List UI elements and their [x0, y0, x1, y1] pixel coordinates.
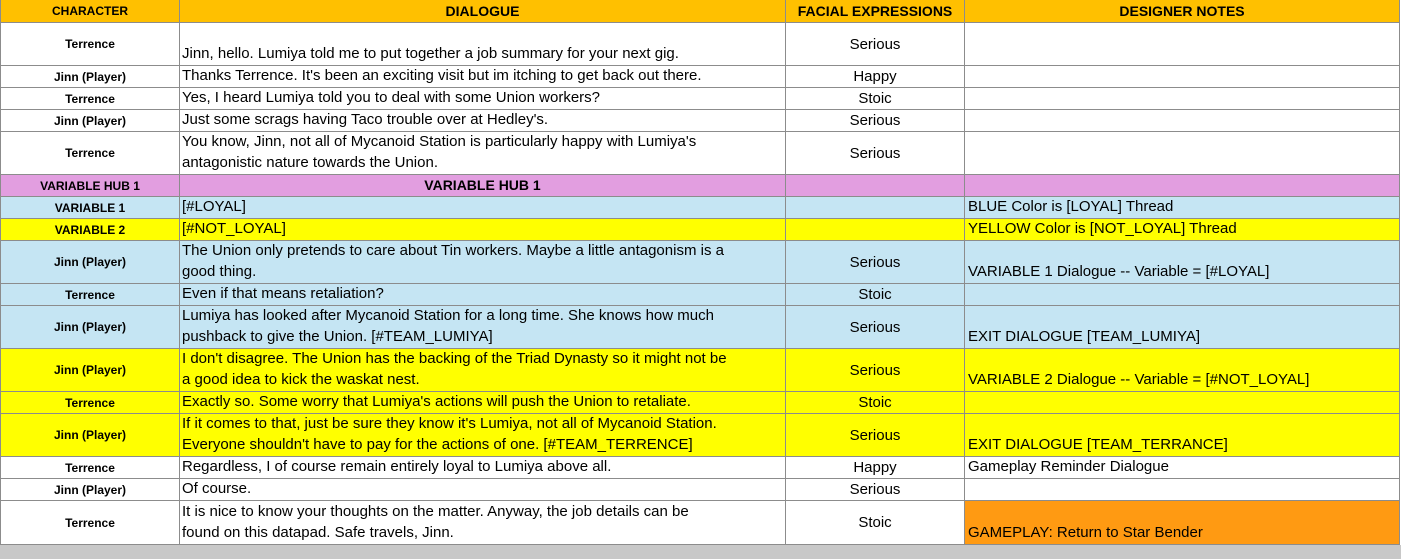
- dialogue-line: a good idea to kick the waskat nest.: [182, 371, 420, 388]
- header-facial-expressions[interactable]: FACIAL EXPRESSIONS: [786, 0, 965, 23]
- header-character[interactable]: CHARACTER: [0, 0, 180, 23]
- table-row: [0, 132, 1401, 175]
- designer-notes-cell[interactable]: [965, 457, 1400, 479]
- table-row: [0, 479, 1401, 501]
- dialogue-cell[interactable]: [180, 392, 786, 414]
- expression-cell[interactable]: Serious: [786, 110, 965, 132]
- expression-cell[interactable]: Stoic: [786, 88, 965, 110]
- dialogue-cell[interactable]: [180, 284, 786, 306]
- expression-cell[interactable]: Serious: [786, 241, 965, 284]
- designer-note-text: YELLOW Color is [NOT_LOYAL] Thread: [968, 220, 1237, 237]
- character-cell[interactable]: VARIABLE 1: [0, 197, 180, 219]
- dialogue-line: pushback to give the Union. [#TEAM_LUMIYA]: [182, 328, 493, 345]
- expression-cell[interactable]: Happy: [786, 457, 965, 479]
- designer-note-text: VARIABLE 2 Dialogue -- Variable = [#NOT_LOYAL]: [968, 371, 1310, 388]
- table-row: [0, 392, 1401, 414]
- designer-note-text: BLUE Color is [LOYAL] Thread: [968, 198, 1174, 215]
- dialogue-cell[interactable]: [180, 110, 786, 132]
- expression-cell[interactable]: [786, 197, 965, 219]
- designer-note-text: GAMEPLAY: Return to Star Bender: [968, 524, 1203, 541]
- dialogue-line: It is nice to know your thoughts on the matter. Anyway, the job details can be: [182, 503, 689, 520]
- dialogue-cell[interactable]: [180, 479, 786, 501]
- dialogue-cell[interactable]: [180, 132, 786, 175]
- character-cell[interactable]: Jinn (Player): [0, 66, 180, 88]
- character-cell[interactable]: Jinn (Player): [0, 414, 180, 457]
- designer-notes-cell[interactable]: [965, 306, 1400, 349]
- designer-notes-cell[interactable]: [965, 110, 1400, 132]
- dialogue-cell[interactable]: [180, 501, 786, 545]
- character-cell[interactable]: Terrence: [0, 392, 180, 414]
- table-row: [0, 219, 1401, 241]
- character-cell[interactable]: Jinn (Player): [0, 479, 180, 501]
- dialogue-line: Of course.: [182, 480, 252, 497]
- dialogue-cell[interactable]: [180, 197, 786, 219]
- dialogue-line: Even if that means retaliation?: [182, 285, 384, 302]
- character-cell[interactable]: Terrence: [0, 88, 180, 110]
- dialogue-line: good thing.: [182, 263, 257, 280]
- dialogue-line: Just some scrags having Taco trouble over at Hedley's.: [182, 111, 549, 128]
- dialogue-line: You know, Jinn, not all of Mycanoid Station is particularly happy with Lumiya's: [182, 133, 697, 150]
- designer-notes-cell[interactable]: [965, 23, 1400, 66]
- expression-cell[interactable]: Serious: [786, 414, 965, 457]
- dialogue-line: Yes, I heard Lumiya told you to deal with some Union workers?: [182, 89, 601, 106]
- character-cell[interactable]: Jinn (Player): [0, 306, 180, 349]
- dialogue-line: [#LOYAL]: [182, 198, 246, 215]
- table-row: [0, 88, 1401, 110]
- dialogue-line: antagonistic nature towards the Union.: [182, 154, 438, 171]
- dialogue-cell[interactable]: [180, 306, 786, 349]
- header-row: [0, 0, 1401, 23]
- designer-notes-cell[interactable]: [965, 479, 1400, 501]
- character-cell[interactable]: Terrence: [0, 23, 180, 66]
- designer-note-text: EXIT DIALOGUE [TEAM_TERRANCE]: [968, 436, 1228, 453]
- expression-cell[interactable]: Serious: [786, 479, 965, 501]
- dialogue-line: Jinn, hello. Lumiya told me to put together a job summary for your next gig.: [182, 45, 679, 62]
- designer-notes-cell[interactable]: [965, 66, 1400, 88]
- designer-notes-cell[interactable]: [965, 414, 1400, 457]
- table-row: [0, 457, 1401, 479]
- dialogue-cell[interactable]: [180, 23, 786, 66]
- character-cell[interactable]: VARIABLE HUB 1: [0, 175, 180, 197]
- table-row: [0, 414, 1401, 457]
- expression-cell[interactable]: [786, 175, 965, 197]
- variable-hub-row: [0, 175, 1401, 197]
- dialogue-line: VARIABLE HUB 1: [424, 177, 541, 193]
- designer-notes-cell[interactable]: [965, 349, 1400, 392]
- table-row: [0, 284, 1401, 306]
- designer-note-text: VARIABLE 1 Dialogue -- Variable = [#LOYAL]: [968, 263, 1270, 280]
- dialogue-line: Everyone shouldn't have to pay for the actions of one. [#TEAM_TERRENCE]: [182, 436, 693, 453]
- character-cell[interactable]: Jinn (Player): [0, 349, 180, 392]
- designer-notes-cell[interactable]: [965, 175, 1400, 197]
- dialogue-line: The Union only pretends to care about Tin workers. Maybe a little antagonism is a: [182, 242, 724, 259]
- expression-cell[interactable]: Stoic: [786, 284, 965, 306]
- dialogue-line: Exactly so. Some worry that Lumiya's actions will push the Union to retaliate.: [182, 393, 691, 410]
- character-cell[interactable]: Terrence: [0, 132, 180, 175]
- expression-cell[interactable]: [786, 219, 965, 241]
- dialogue-cell[interactable]: [180, 349, 786, 392]
- dialogue-line: If it comes to that, just be sure they know it's Lumiya, not all of Mycanoid Station.: [182, 415, 717, 432]
- header-dialogue[interactable]: DIALOGUE: [180, 0, 786, 23]
- character-cell[interactable]: Terrence: [0, 457, 180, 479]
- table-row: [0, 110, 1401, 132]
- expression-cell[interactable]: Serious: [786, 23, 965, 66]
- sheet-bottom-scrollbar[interactable]: [0, 545, 1401, 559]
- designer-notes-cell[interactable]: [965, 88, 1400, 110]
- character-cell[interactable]: Jinn (Player): [0, 110, 180, 132]
- expression-cell[interactable]: Stoic: [786, 392, 965, 414]
- designer-notes-cell[interactable]: [965, 219, 1400, 241]
- dialogue-cell[interactable]: [180, 414, 786, 457]
- dialogue-line: I don't disagree. The Union has the backing of the Triad Dynasty so it might not be: [182, 350, 727, 367]
- expression-cell[interactable]: Happy: [786, 66, 965, 88]
- designer-notes-cell[interactable]: [965, 392, 1400, 414]
- designer-note-text: EXIT DIALOGUE [TEAM_LUMIYA]: [968, 328, 1201, 345]
- character-cell[interactable]: Terrence: [0, 501, 180, 545]
- table-row: [0, 241, 1401, 284]
- dialogue-cell[interactable]: [180, 66, 786, 88]
- character-cell[interactable]: Jinn (Player): [0, 241, 180, 284]
- expression-cell[interactable]: Serious: [786, 132, 965, 175]
- dialogue-cell[interactable]: [180, 219, 786, 241]
- dialogue-line: Thanks Terrence. It's been an exciting visit but im itching to get back out there.: [182, 67, 702, 84]
- dialogue-line: Lumiya has looked after Mycanoid Station for a long time. She knows how much: [182, 307, 714, 324]
- table-row: [0, 306, 1401, 349]
- dialogue-line: Regardless, I of course remain entirely loyal to Lumiya above all.: [182, 458, 612, 475]
- header-designer-notes[interactable]: DESIGNER NOTES: [965, 0, 1400, 23]
- dialogue-cell[interactable]: [180, 88, 786, 110]
- expression-cell[interactable]: Serious: [786, 306, 965, 349]
- dialogue-cell[interactable]: [180, 457, 786, 479]
- designer-notes-cell[interactable]: [965, 501, 1400, 545]
- dialogue-cell[interactable]: [180, 175, 786, 197]
- expression-cell[interactable]: Stoic: [786, 501, 965, 545]
- table-row: [0, 349, 1401, 392]
- dialogue-cell[interactable]: [180, 241, 786, 284]
- dialogue-line: found on this datapad. Safe travels, Jinn.: [182, 524, 454, 541]
- designer-notes-cell[interactable]: [965, 284, 1400, 306]
- designer-notes-cell[interactable]: [965, 197, 1400, 219]
- table-row: [0, 501, 1401, 545]
- expression-cell[interactable]: Serious: [786, 349, 965, 392]
- designer-notes-cell[interactable]: [965, 132, 1400, 175]
- designer-notes-cell[interactable]: [965, 241, 1400, 284]
- table-row: [0, 197, 1401, 219]
- table-row: [0, 66, 1401, 88]
- table-row: [0, 23, 1401, 66]
- character-cell[interactable]: Terrence: [0, 284, 180, 306]
- designer-note-text: Gameplay Reminder Dialogue: [968, 458, 1169, 475]
- character-cell[interactable]: VARIABLE 2: [0, 219, 180, 241]
- dialogue-line: [#NOT_LOYAL]: [182, 220, 286, 237]
